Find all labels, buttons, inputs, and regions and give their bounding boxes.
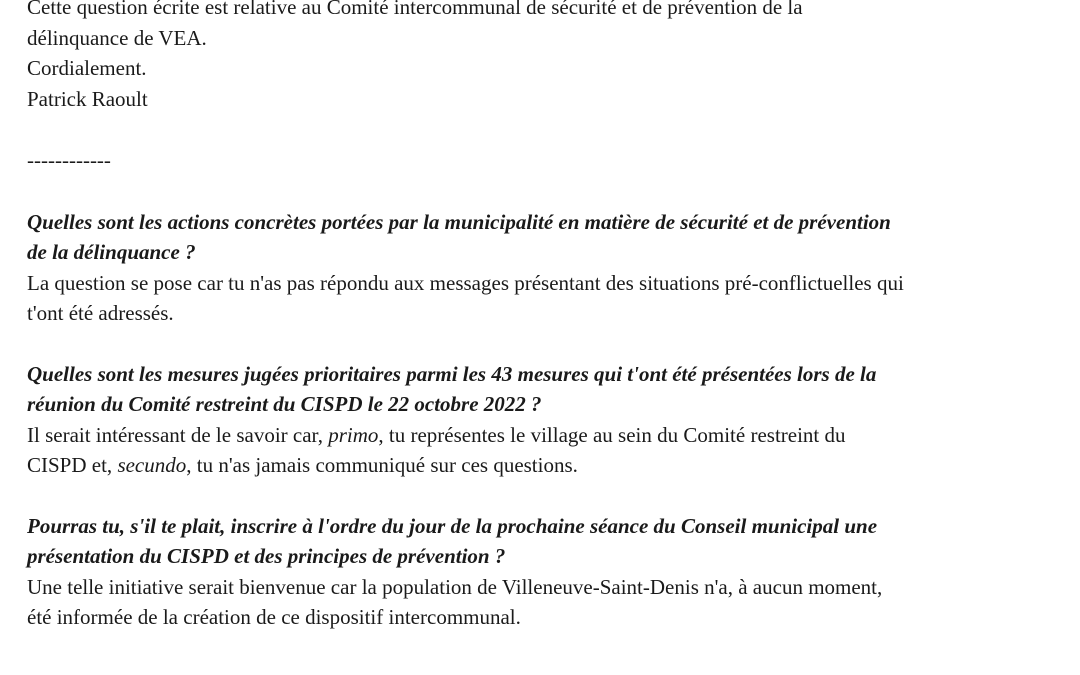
question-block-1 [27, 207, 1067, 329]
answer-2-line-2 [27, 450, 1067, 481]
separator: ------------ [27, 148, 111, 172]
question-3-line-2: présentation du CISPD et des principes de prévention ? [27, 544, 506, 568]
document-body [27, 0, 1067, 633]
greeting: Cordialement. [27, 56, 147, 80]
question-1-line-2: de la délinquance ? [27, 240, 196, 264]
answer-2-text-c: CISPD et, [27, 453, 118, 477]
answer-2-line-1 [27, 420, 1067, 451]
answer-3-line-1: Une telle initiative serait bienvenue car la population de Villeneuve-Saint-Denis n'a, à aucun moment, [27, 574, 883, 599]
spacer [27, 329, 1067, 359]
question-block-3 [27, 511, 1067, 633]
spacer [27, 481, 1067, 511]
question-1-line-1: Quelles sont les actions concrètes portées par la municipalité en matière de sécurité et de prévention [27, 209, 891, 234]
intro-line-2: délinquance de VEA. [27, 25, 207, 50]
answer-2-text-b: , tu représentes le village au sein du Comité restreint du [378, 422, 846, 447]
intro-line-1: Cette question écrite est relative au Comité intercommunal de sécurité et de prévention de la [27, 0, 803, 19]
spacer [27, 114, 1067, 145]
answer-2-text-a: Il serait intéressant de le savoir car, [27, 422, 329, 447]
answer-1-line-1: La question se pose car tu n'as pas répondu aux messages présentant des situations pré-conflictuelles qui [27, 270, 904, 295]
spacer [27, 176, 1067, 207]
question-block-2 [27, 359, 1067, 481]
question-2-line-2: réunion du Comité restreint du CISPD le 22 octobre 2022 ? [27, 392, 542, 416]
answer-2-emphasis-secundo: secundo [117, 453, 187, 477]
signature: Patrick Raoult [27, 86, 148, 111]
question-2-line-1: Quelles sont les mesures jugées prioritaires parmi les 43 mesures qui t'ont été présentées lors de la [27, 361, 877, 386]
answer-3-line-2: été informée de la création de ce dispositif intercommunal. [27, 605, 521, 629]
answer-2-text-d: , tu n'as jamais communiqué sur ces questions. [186, 453, 578, 477]
answer-1-line-2: t'ont été adressés. [27, 301, 174, 325]
question-3-line-1: Pourras tu, s'il te plait, inscrire à l'ordre du jour de la prochaine séance du Conseil municipal une [27, 513, 878, 538]
answer-2-emphasis-primo: primo [328, 422, 379, 447]
